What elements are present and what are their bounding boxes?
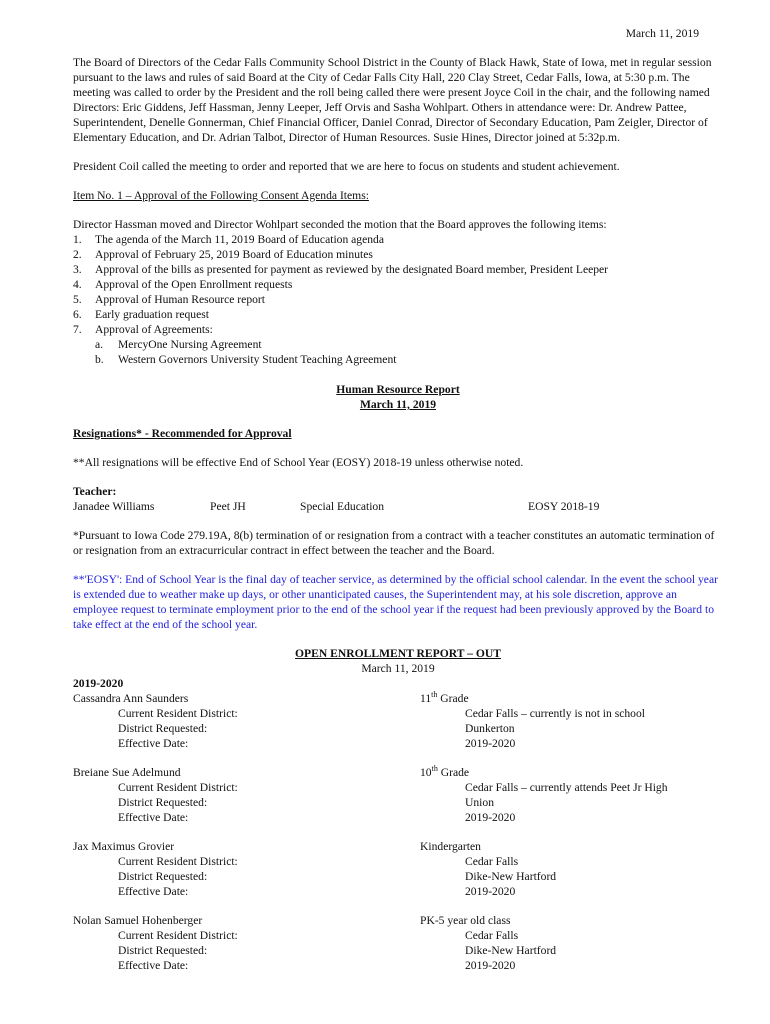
district-requested-label: District Requested: [118,722,208,735]
student-name: Breiane Sue Adelmund [73,766,181,779]
current-district-label: Current Resident District: [118,855,238,868]
current-district-label: Current Resident District: [118,707,238,720]
student-name: Nolan Samuel Hohenberger [73,914,203,927]
effective-date-value: 2019-2020 [465,737,516,750]
teacher-label: Teacher: [73,485,117,498]
teacher-name: Janadee Williams [73,500,155,513]
student-record [73,839,723,899]
student-grade: 10th Grade [420,764,470,779]
list-item: 5. Approval of Human Resource report [73,293,265,306]
call-to-order-paragraph: President Coil called the meeting to order and reported that we are here to focus on students and student achievement. [73,160,620,173]
student-record [73,691,723,751]
effective-date-label: Effective Date: [118,737,189,750]
student-record [73,765,723,825]
student-record [73,913,723,973]
student-grade: Kindergarten [420,840,481,853]
current-district-value: Cedar Falls – currently is not in school [465,707,645,720]
document-page [73,26,723,973]
current-district-value: Cedar Falls – currently attends Peet Jr High [465,781,668,794]
effective-date-value: 2019-2020 [465,885,516,898]
effective-date-label: Effective Date: [118,811,189,824]
district-requested-value: Union [465,796,494,809]
current-district-label: Current Resident District: [118,781,238,794]
resignations-note: **All resignations will be effective End of School Year (EOSY) 2018-19 unless otherwise noted. [73,456,524,469]
list-item: 3. Approval of the bills as presented for payment as reviewed by the designated Board member, President Leeper [73,263,609,276]
list-item: 6. Early graduation request [73,308,209,321]
student-name: Cassandra Ann Saunders [73,692,189,705]
list-item: 1. The agenda of the March 11, 2019 Board of Education agenda [73,233,384,246]
list-item: 7. Approval of Agreements: [73,323,213,336]
district-requested-value: Dike-New Hartford [465,870,557,883]
effective-date-value: 2019-2020 [465,811,516,824]
hr-report-title: Human Resource Report [336,383,460,396]
district-requested-label: District Requested: [118,870,208,883]
teacher-school: Peet JH [210,500,246,513]
effective-date-label: Effective Date: [118,885,189,898]
motion-paragraph: Director Hassman moved and Director Wohlpart seconded the motion that the Board approves the following items: [73,218,607,231]
teacher-position: Special Education [300,500,385,513]
list-item: 4. Approval of the Open Enrollment requests [73,278,293,291]
eosy-note: **'EOSY': End of School Year is the final day of teacher service, as determined by the official school calendar. In the event the school year is extended due to weather make up days, or other unanticipated causes, the Superintendent may, at his sole discretion, approve an employee request to terminate employment prior to the end of the school year if the request had been previously approved by the Board to take effect at the end of the school year. [73,573,718,631]
student-grade: 11th Grade [420,690,469,705]
item1-heading: Item No. 1 – Approval of the Following Consent Agenda Items: [73,189,369,202]
district-requested-value: Dunkerton [465,722,515,735]
current-district-value: Cedar Falls [465,929,519,942]
student-name: Jax Maximus Grovier [73,840,175,853]
document-date: March 11, 2019 [625,27,699,40]
district-requested-value: Dike-New Hartford [465,944,557,957]
pursuant-note: *Pursuant to Iowa Code 279.19A, 8(b) termination of or resignation from a contract with a teacher constitutes an automatic termination of or resignation from an extracurricular contract in effect between the teacher and the Board. [73,529,715,557]
intro-paragraph: The Board of Directors of the Cedar Falls Community School District in the County of Black Hawk, State of Iowa, met in regular session pursuant to the laws and rules of said Board at the City of Cedar Falls City Hall, 220 Clay Street, Cedar Falls, Iowa, at 5:30 p.m. The meeting was called to order by the President and the roll being called there were present Joyce Coil in the chair, and the following named Directors: Eric Giddens, Jeff Hassman, Jenny Leeper, Jeff Orvis and Sasha Wohlpart. Others in attendance were: Dr. Andrew Pattee, Superintendent, Denelle Gonnerman, Chief Financial Officer, Daniel Conrad, Director of Secondary Education, Pam Zeigler, Director of Elementary Education, and Dr. Adrian Talbot, Director of Human Resources. Susie Hines, Director joined at 5:32p.m. [73,56,712,144]
hr-report-date: March 11, 2019 [359,398,437,411]
teacher-row [73,499,723,514]
list-item: a. MercyOne Nursing Agreement [95,338,262,351]
student-grade: PK-5 year old class [420,914,511,927]
resignations-heading: Resignations* - Recommended for Approval [73,427,292,440]
effective-date-label: Effective Date: [118,959,189,972]
list-item: b. Western Governors University Student Teaching Agreement [95,353,397,366]
current-district-label: Current Resident District: [118,929,238,942]
teacher-effective: EOSY 2018-19 [528,500,600,513]
open-enrollment-title: OPEN ENROLLMENT REPORT – OUT [295,647,501,660]
consent-items-list [73,232,723,337]
current-district-value: Cedar Falls [465,855,519,868]
list-item: 2. Approval of February 25, 2019 Board of Education minutes [73,248,373,261]
effective-date-value: 2019-2020 [465,959,516,972]
district-requested-label: District Requested: [118,796,208,809]
agreements-sublist [73,337,723,367]
open-enrollment-date: March 11, 2019 [361,662,435,675]
district-requested-label: District Requested: [118,944,208,957]
open-enrollment-year: 2019-2020 [73,677,124,690]
